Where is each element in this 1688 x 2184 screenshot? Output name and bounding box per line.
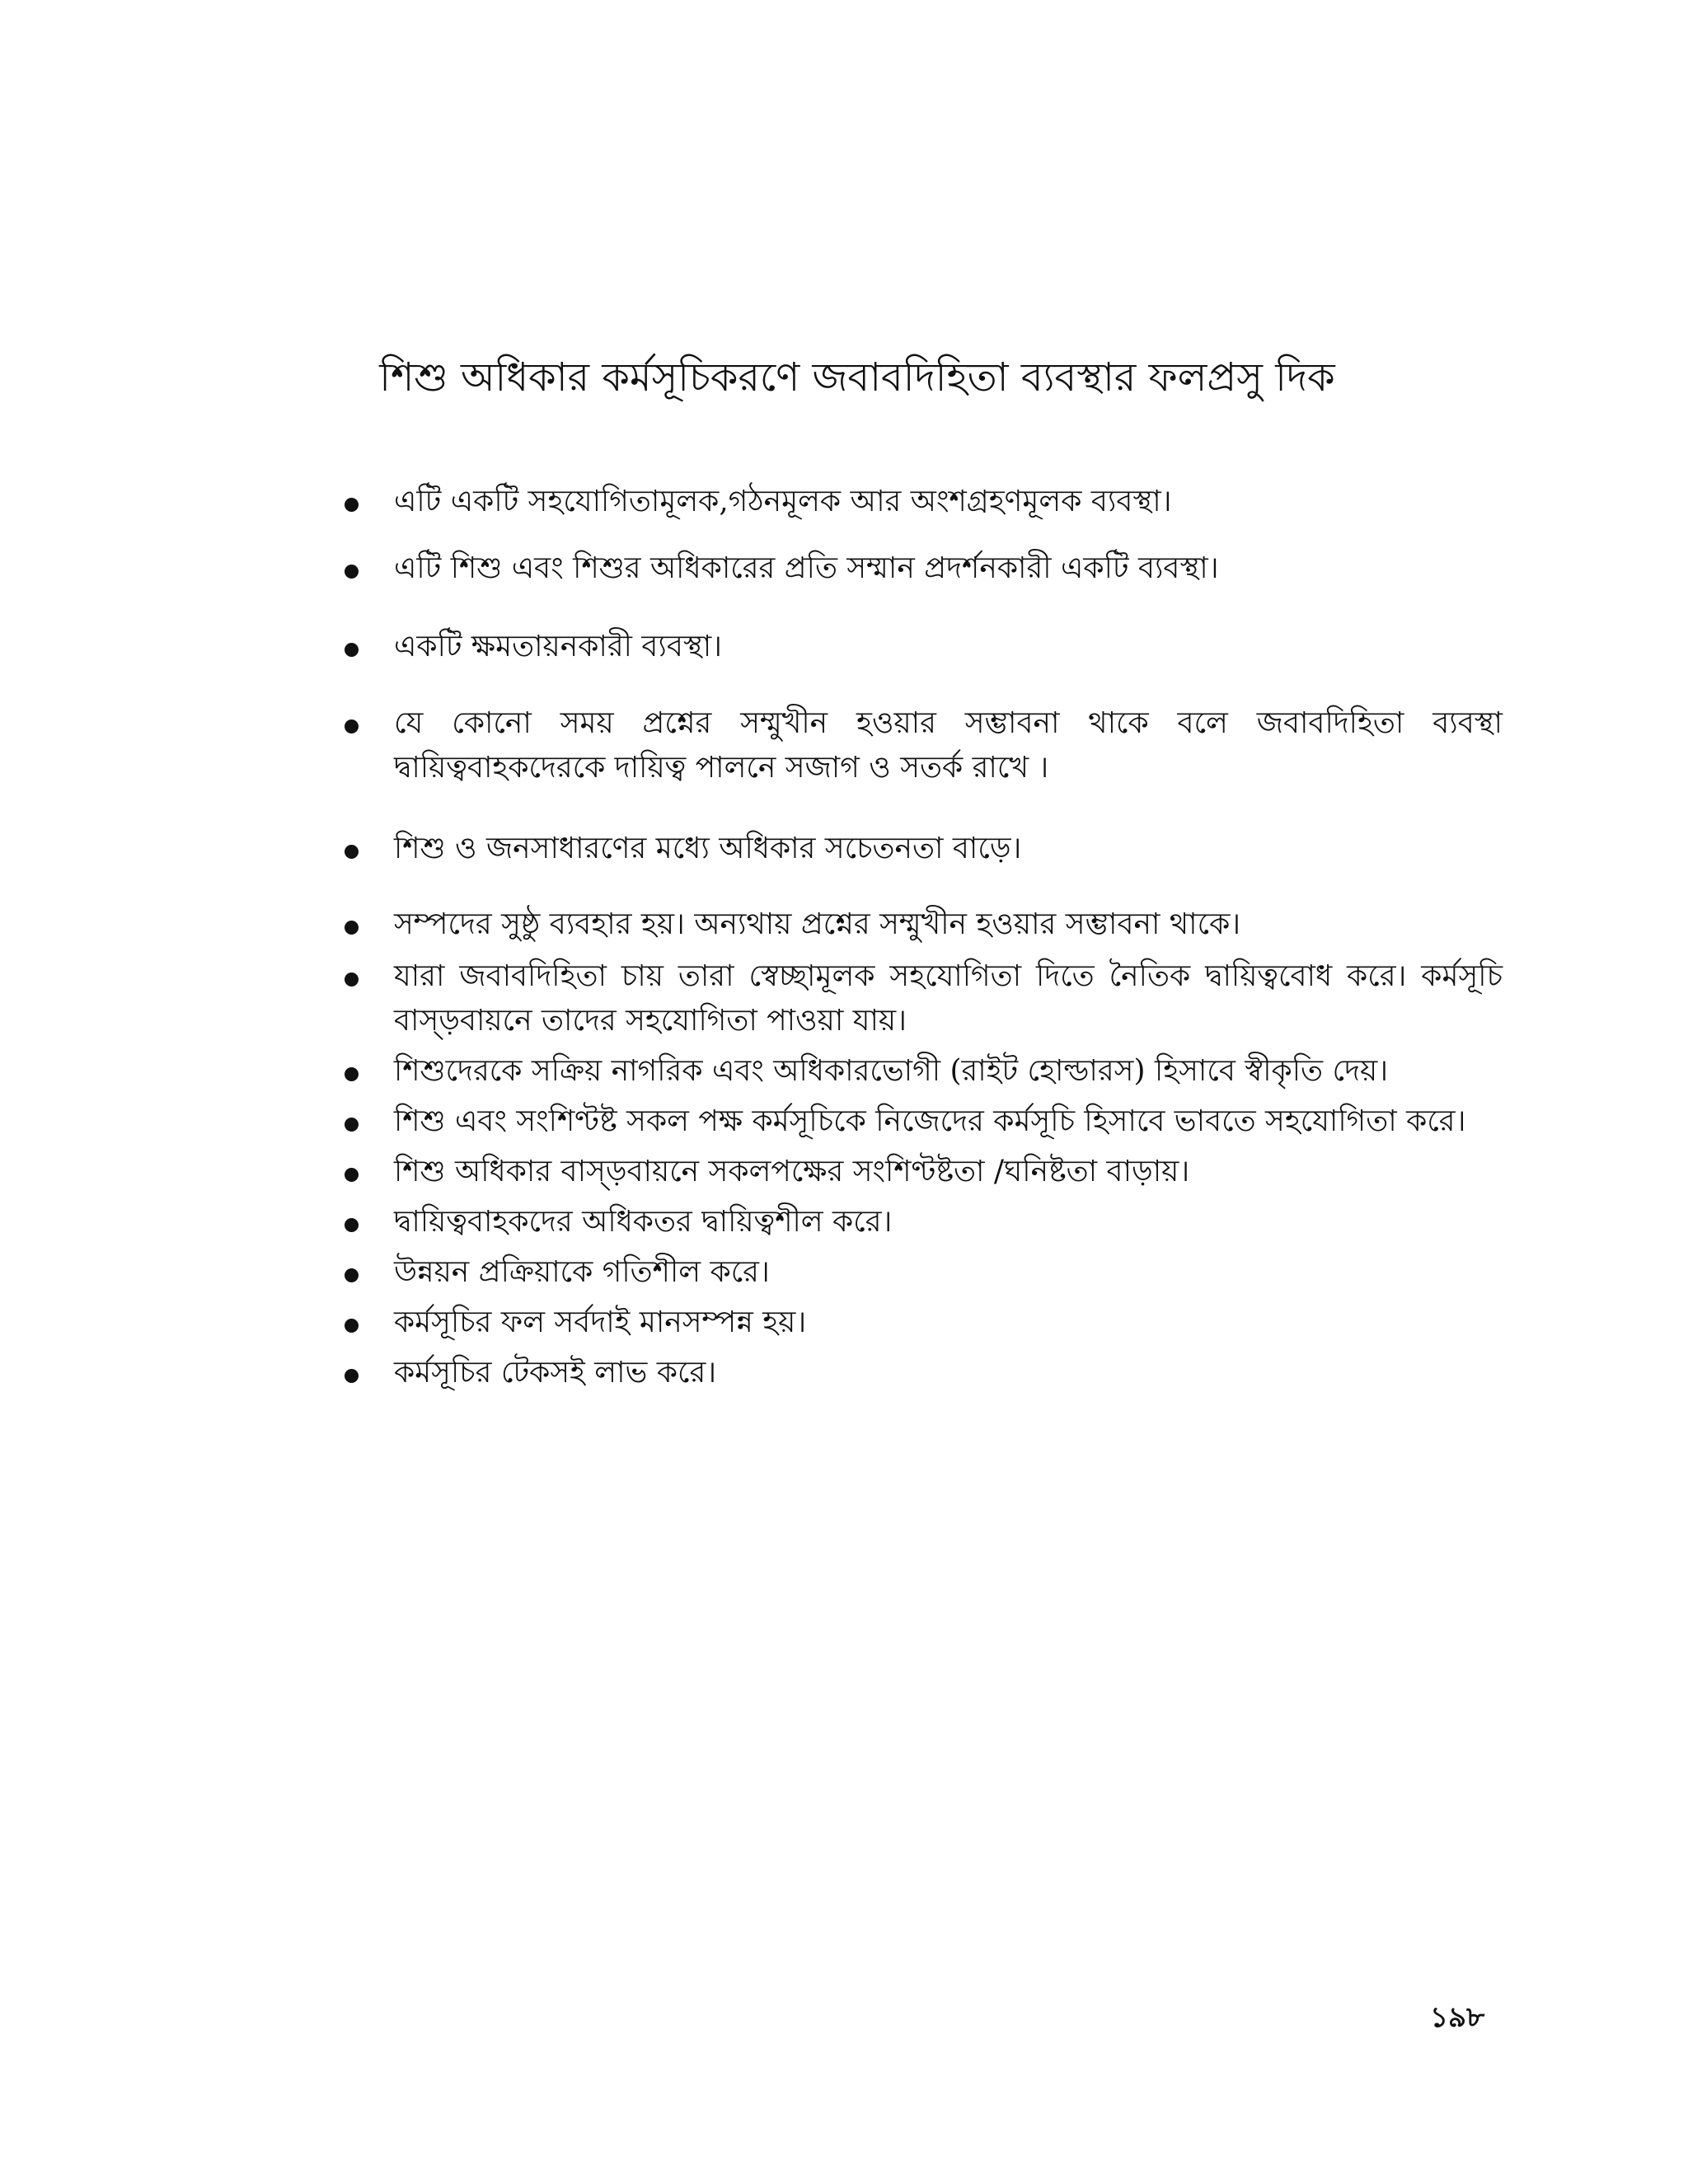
bullet-icon xyxy=(345,1369,359,1383)
list-item-text: শিশুদেরকে সক্রিয় নাগরিক এবং অধিকারভোগী (রাইট হোল্ডারস) হিসাবে স্বীকৃতি দেয়। xyxy=(394,1054,1389,1088)
list-item-text: কর্মসূচির ফল সর্বদাই মানসম্পন্ন হয়। xyxy=(394,1305,807,1339)
bullet-icon xyxy=(345,1319,359,1333)
bullet-icon xyxy=(345,972,359,987)
bullet-icon xyxy=(345,1067,359,1081)
list-item-text: যারা জবাবদিহিতা চায় তারা স্বেচ্ছামূলক সহযোগিতা দিতে নৈতিক দ্বায়িত্ববোধ করে। কর্মসূচি বাস্ড়বায়নে তাদের সহযোগিতা পাওয়া যায়। xyxy=(394,959,1503,1038)
page-number: ১৯৮ xyxy=(1430,2001,1485,2034)
list-item-text: দ্বায়িত্ববাহকদের অধিকতর দ্বায়িত্বশীল করে। xyxy=(394,1205,893,1239)
page-title: শিশু অধিকার কর্মসূচিকরণে জবাবদিহিতা ব্যবস্থার ফলপ্রসু দিক xyxy=(379,354,1335,401)
bullet-icon xyxy=(345,1168,359,1182)
list-item-text: সম্পদের সুষ্ঠু ব্যবহার হয়। অন্যথায় প্রশ্নের সম্মুখীন হওয়ার সম্ভাবনা থাকে। xyxy=(394,907,1241,941)
bullet-icon xyxy=(345,498,359,512)
bullet-icon xyxy=(345,1218,359,1232)
bullet-icon xyxy=(345,1118,359,1132)
list-item-text: একটি ক্ষমতায়নকারী ব্যবস্থা। xyxy=(394,630,723,663)
bullet-icon xyxy=(345,565,359,579)
bullet-icon xyxy=(345,845,359,859)
bullet-icon xyxy=(345,1268,359,1282)
list-item-text: এটি শিশু এবং শিশুর অধিকারের প্রতি সম্মান প্রদর্শনকারী একটি ব্যবস্থা। xyxy=(394,551,1219,585)
list-item-text: শিশু অধিকার বাস্ড়বায়নে সকলপক্ষের সংশিণ্টষ্টতা /ঘনিষ্টতা বাড়ায়। xyxy=(394,1155,1190,1188)
bullet-icon xyxy=(345,643,359,657)
bullet-icon xyxy=(345,921,359,935)
list-item-text: কর্মসূচির টেকসই লাভ করে। xyxy=(394,1356,717,1390)
bullet-icon xyxy=(345,719,359,733)
list-item-text: উন্নয়ন প্রক্রিয়াকে গতিশীল করে। xyxy=(394,1255,770,1289)
list-item-text: শিশু এবং সংশিণ্টষ্ট সকল পক্ষ কর্মসূচিকে নিজেদের কর্মসূচি হিসাবে ভাবতে সহযোগিতা করে। xyxy=(394,1104,1466,1138)
list-item-text: শিশু ও জনসাধারণের মধ্যে অধিকার সচেতনতা বাড়ে। xyxy=(394,832,1022,865)
list-item-text: যে কোনো সময় প্রশ্নের সম্মুখীন হওয়ার সম্ভাবনা থাকে বলে জবাবদিহিতা ব্যবস্থা দ্বায়িত্ববাহকদেরকে দায়িত্ব পালনে সজাগ ও সতর্ক রাখে । xyxy=(394,706,1503,785)
list-item-text: এটি একটি সহযোগিতামূলক,গঠনমূলক আর অংশগ্রহণমূলক ব্যবস্থা। xyxy=(394,485,1172,518)
